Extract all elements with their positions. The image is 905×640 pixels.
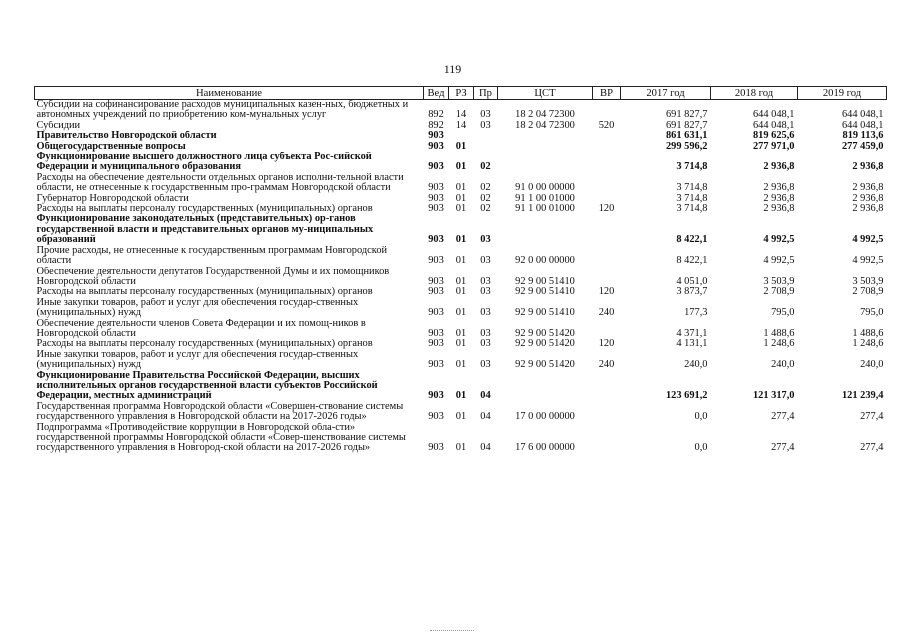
cell-cst: 92 0 00 00000: [515, 255, 575, 267]
cell-2019: 277 459,0: [841, 141, 884, 152]
cell-cst: [498, 214, 593, 245]
cell-vr: 520: [598, 120, 615, 131]
cell-rz: [449, 131, 474, 141]
cell-pr: 02: [480, 204, 491, 215]
cell-vr: [593, 131, 621, 141]
cell-2019: 4 992,5: [852, 234, 884, 246]
header-ved: Вед: [424, 87, 449, 100]
cell-2017: 691 827,7: [665, 109, 708, 121]
cell-name: Общегосударственные вопросы: [36, 141, 186, 152]
cell-rz: 14: [455, 109, 467, 121]
header-cst: ЦСТ: [498, 87, 593, 100]
cell-pr: 02: [480, 161, 491, 173]
table-row: [35, 173, 887, 194]
cell-2018: 819 625,6: [752, 131, 795, 142]
cell-ved: 903: [428, 131, 444, 142]
cell-2017: 4 371,1: [676, 327, 708, 339]
header-2018: 2018 год: [711, 87, 798, 100]
table-row: [35, 131, 887, 141]
table-header-row: [35, 87, 887, 100]
cell-vr: [593, 100, 621, 121]
cell-name: Иные закупки товаров, работ и услуг для обеспечения государ-ственных (муниципальных) нужд: [36, 297, 359, 319]
cell-name: Расходы на выплаты персоналу государственных (муниципальных) органов: [36, 204, 373, 215]
table-row: [35, 298, 887, 319]
cell-name: Расходы на выплаты персоналу государственных (муниципальных) органов: [36, 287, 373, 298]
cell-2019: 240,0: [860, 359, 884, 371]
cell-name: Государственная программа Новгородской области «Совершен-ствование системы государственного управления в Новгородской области на 2017-2026 годы»: [36, 401, 404, 423]
cell-name: Губернатор Новгородской области: [36, 193, 189, 204]
cell-rz: 01: [455, 327, 467, 339]
cell-cst: [498, 371, 593, 402]
cell-vr: [593, 267, 621, 288]
cell-rz: 01: [455, 287, 467, 298]
cell-2017: 4 131,1: [676, 339, 708, 350]
cell-pr: 03: [480, 287, 491, 298]
cell-cst: 92 9 00 51420: [515, 339, 575, 350]
cell-pr: 03: [480, 307, 491, 319]
cell-rz: 01: [455, 339, 467, 350]
header-rz: РЗ: [449, 87, 474, 100]
table-body: [35, 100, 887, 454]
cell-name: Функционирование законодательных (представительных) ор-ганов государственной власти и представительных органов му-ниципальных образований: [36, 214, 374, 246]
cell-ved: 903: [428, 442, 444, 454]
cell-name: Функционирование высшего должностного лица субъекта Рос-сийской Федерации и муниципального образования: [36, 152, 372, 173]
cell-vr: 240: [598, 307, 615, 319]
cell-2017: 299 596,2: [665, 141, 708, 152]
cell-ved: 903: [428, 411, 444, 423]
cell-pr: 03: [480, 339, 491, 350]
cell-rz: 01: [455, 182, 467, 194]
cell-ved: 892: [428, 109, 444, 121]
cell-vr: [593, 402, 621, 423]
cell-rz: 01: [455, 359, 467, 371]
cell-ved: 903: [428, 234, 444, 246]
cell-vr: [593, 194, 621, 204]
table-row: [35, 267, 887, 288]
cell-ved: 903: [428, 193, 444, 204]
header-name: Наименование: [35, 87, 424, 100]
cell-rz: 01: [455, 275, 467, 287]
table-row: [35, 152, 887, 173]
table-row: [35, 194, 887, 204]
cell-name: Субсидии: [36, 120, 81, 131]
cell-cst: 17 6 00 00000: [515, 442, 575, 454]
cell-rz: 01: [455, 204, 467, 215]
cell-cst: 91 1 00 01000: [515, 204, 575, 215]
cell-2019: 795,0: [860, 307, 884, 319]
cell-2017: 3 714,8: [676, 193, 708, 204]
table-row: [35, 339, 887, 349]
cell-ved: 903: [428, 161, 444, 173]
header-2017: 2017 год: [621, 87, 711, 100]
table-row: [35, 246, 887, 267]
cell-name: Функционирование Правительства Российской Федерации, высших исполнительных органов государственной власти субъектов Российской Федерации, местных администраций: [36, 370, 378, 402]
cell-2018: 2 708,9: [763, 287, 795, 298]
table-row: [35, 287, 887, 297]
page-number: 119: [443, 62, 462, 76]
cell-pr: 02: [480, 182, 491, 194]
cell-pr: 03: [480, 255, 491, 267]
cell-rz: 01: [455, 307, 467, 319]
cell-rz: 01: [455, 161, 467, 173]
cell-ved: 903: [428, 390, 444, 402]
table-row: [35, 100, 887, 121]
cell-cst: 92 9 00 51420: [515, 327, 575, 339]
cell-2017: 123 691,2: [665, 390, 708, 402]
cell-2017: 4 051,0: [676, 275, 708, 287]
cell-ved: 903: [428, 327, 444, 339]
cell-2018: 277,4: [771, 442, 795, 454]
cell-vr: 240: [598, 359, 615, 371]
header-vr: ВР: [593, 87, 621, 100]
table-row: [35, 402, 887, 423]
cell-2019: 3 503,9: [852, 275, 884, 287]
cell-2018: 240,0: [771, 359, 795, 371]
cell-vr: [593, 319, 621, 340]
cell-cst: [498, 152, 593, 173]
cell-2017: 861 631,1: [665, 131, 708, 142]
cell-rz: 01: [455, 442, 467, 454]
cell-name: Обеспечение деятельности членов Совета Федерации и их помощ-ников в Новгородской области: [36, 318, 366, 339]
cell-cst: 92 9 00 51410: [515, 287, 575, 298]
cell-2018: 2 936,8: [763, 161, 795, 173]
footer-divider: [430, 630, 474, 631]
cell-vr: 120: [598, 204, 615, 215]
cell-vr: [593, 371, 621, 402]
cell-2018: 4 992,5: [763, 255, 795, 267]
cell-cst: [498, 131, 593, 141]
cell-2019: 644 048,1: [841, 109, 884, 121]
cell-2019: 1 488,6: [852, 327, 884, 339]
table-row: [35, 121, 887, 131]
cell-2017: 8 422,1: [676, 234, 708, 246]
cell-pr: 03: [480, 275, 491, 287]
cell-cst: 18 2 04 72300: [515, 109, 575, 121]
cell-2018: 3 503,9: [763, 275, 795, 287]
cell-vr: [593, 423, 621, 454]
cell-ved: 903: [428, 255, 444, 267]
cell-ved: 903: [428, 275, 444, 287]
cell-cst: [498, 142, 593, 152]
cell-name: Иные закупки товаров, работ и услуг для обеспечения государ-ственных (муниципальных) нужд: [36, 349, 359, 371]
cell-vr: 120: [598, 287, 615, 298]
cell-pr: 04: [480, 411, 491, 423]
cell-vr: [593, 246, 621, 267]
cell-2018: 795,0: [771, 307, 795, 319]
cell-name: Субсидии на софинансирование расходов муниципальных казен-ных, бюджетных и автономных учреждений по приобретению ком-мунальных услуг: [36, 99, 409, 121]
cell-2017: 177,3: [684, 307, 708, 319]
cell-vr: 120: [598, 339, 615, 350]
cell-pr: 03: [480, 359, 491, 371]
cell-name: Прочие расходы, не отнесенные к государственным программам Новгородской области: [36, 245, 388, 267]
cell-cst: 92 9 00 51420: [515, 359, 575, 371]
cell-2019: 819 113,6: [842, 131, 884, 142]
cell-2017: 0,0: [694, 442, 708, 454]
table-row: [35, 204, 887, 214]
cell-2019: 2 936,8: [852, 161, 884, 173]
cell-2017: 240,0: [684, 359, 708, 371]
cell-2019: 2 708,9: [852, 287, 884, 298]
cell-2017: 3 714,8: [676, 182, 708, 194]
cell-2019: 121 239,4: [841, 390, 884, 402]
cell-2017: 691 827,7: [665, 120, 708, 131]
header-pr: Пр: [474, 87, 498, 100]
cell-ved: 903: [428, 307, 444, 319]
cell-rz: 01: [455, 141, 467, 152]
cell-pr: 02: [480, 193, 491, 204]
cell-rz: 01: [455, 255, 467, 267]
cell-2017: 8 422,1: [676, 255, 708, 267]
cell-2018: 644 048,1: [752, 120, 795, 131]
cell-2018: 2 936,8: [763, 182, 795, 194]
cell-ved: 903: [428, 287, 444, 298]
cell-name: Расходы на обеспечение деятельности отдельных органов исполни-тельной власти области, не отнесенные к государственным про-граммам Новгородской области: [36, 172, 404, 194]
cell-ved: 903: [428, 204, 444, 215]
cell-2019: 277,4: [860, 442, 884, 454]
cell-cst: 91 0 00 00000: [515, 182, 575, 194]
cell-rz: 01: [455, 411, 467, 423]
cell-pr: 04: [480, 442, 491, 454]
cell-2018: 644 048,1: [752, 109, 795, 121]
cell-2019: 277,4: [860, 411, 884, 423]
cell-2019: 644 048,1: [841, 120, 884, 131]
table-row: [35, 350, 887, 371]
cell-2019: 1 248,6: [852, 339, 884, 350]
cell-rz: 14: [455, 120, 467, 131]
cell-name: Расходы на выплаты персоналу государственных (муниципальных) органов: [36, 339, 373, 350]
cell-2018: 4 992,5: [763, 234, 795, 246]
cell-ved: 903: [428, 182, 444, 194]
cell-2018: 2 936,8: [763, 204, 795, 215]
cell-vr: [593, 173, 621, 194]
cell-vr: [593, 142, 621, 152]
cell-name: Обеспечение деятельности депутатов Государственной Думы и их помощников Новгородской области: [36, 266, 390, 287]
cell-cst: 18 2 04 72300: [515, 120, 575, 131]
cell-2019: 2 936,8: [852, 204, 884, 215]
cell-pr: 03: [480, 109, 491, 121]
cell-2018: 1 248,6: [763, 339, 795, 350]
cell-vr: [593, 214, 621, 245]
cell-rz: 01: [455, 390, 467, 402]
cell-2018: 277,4: [771, 411, 795, 423]
table-row: [35, 142, 887, 152]
cell-cst: 92 9 00 51410: [515, 307, 575, 319]
cell-2019: 2 936,8: [852, 193, 884, 204]
cell-name: Правительство Новгородской области: [36, 131, 217, 142]
cell-cst: 92 9 00 51410: [515, 275, 575, 287]
cell-pr: 04: [480, 390, 491, 402]
cell-2018: 277 971,0: [752, 141, 795, 152]
cell-pr: [474, 131, 498, 141]
table-row: [35, 319, 887, 340]
cell-ved: 903: [428, 339, 444, 350]
cell-2017: 3 714,8: [676, 161, 708, 173]
cell-pr: 03: [480, 234, 491, 246]
cell-2017: 0,0: [694, 411, 708, 423]
cell-ved: 903: [428, 359, 444, 371]
cell-cst: 17 0 00 00000: [515, 411, 575, 423]
cell-pr: [474, 142, 498, 152]
budget-table: [34, 86, 887, 454]
cell-vr: [593, 152, 621, 173]
table-row: [35, 423, 887, 454]
cell-2018: 1 488,6: [763, 327, 795, 339]
cell-2019: 2 936,8: [852, 182, 884, 194]
cell-cst: 91 1 00 01000: [515, 193, 575, 204]
cell-ved: 892: [428, 120, 444, 131]
cell-rz: 01: [455, 234, 467, 246]
table-row: [35, 214, 887, 245]
cell-rz: 01: [455, 193, 467, 204]
cell-pr: 03: [480, 327, 491, 339]
cell-2018: 121 317,0: [752, 390, 795, 402]
cell-2017: 3 873,7: [676, 287, 708, 298]
cell-2017: 3 714,8: [676, 204, 708, 215]
cell-ved: 903: [428, 141, 444, 152]
cell-2019: 4 992,5: [852, 255, 884, 267]
header-2019: 2019 год: [798, 87, 887, 100]
cell-2018: 2 936,8: [763, 193, 795, 204]
cell-name: Подпрограмма «Противодействие коррупции в Новгородской обла-сти» государственной программы Новгородской области «Совер-шенствование системы государственного управления в Новгород-ской области на 2017-2026 годы»: [36, 422, 406, 454]
cell-pr: 03: [480, 120, 491, 131]
table-row: [35, 371, 887, 402]
